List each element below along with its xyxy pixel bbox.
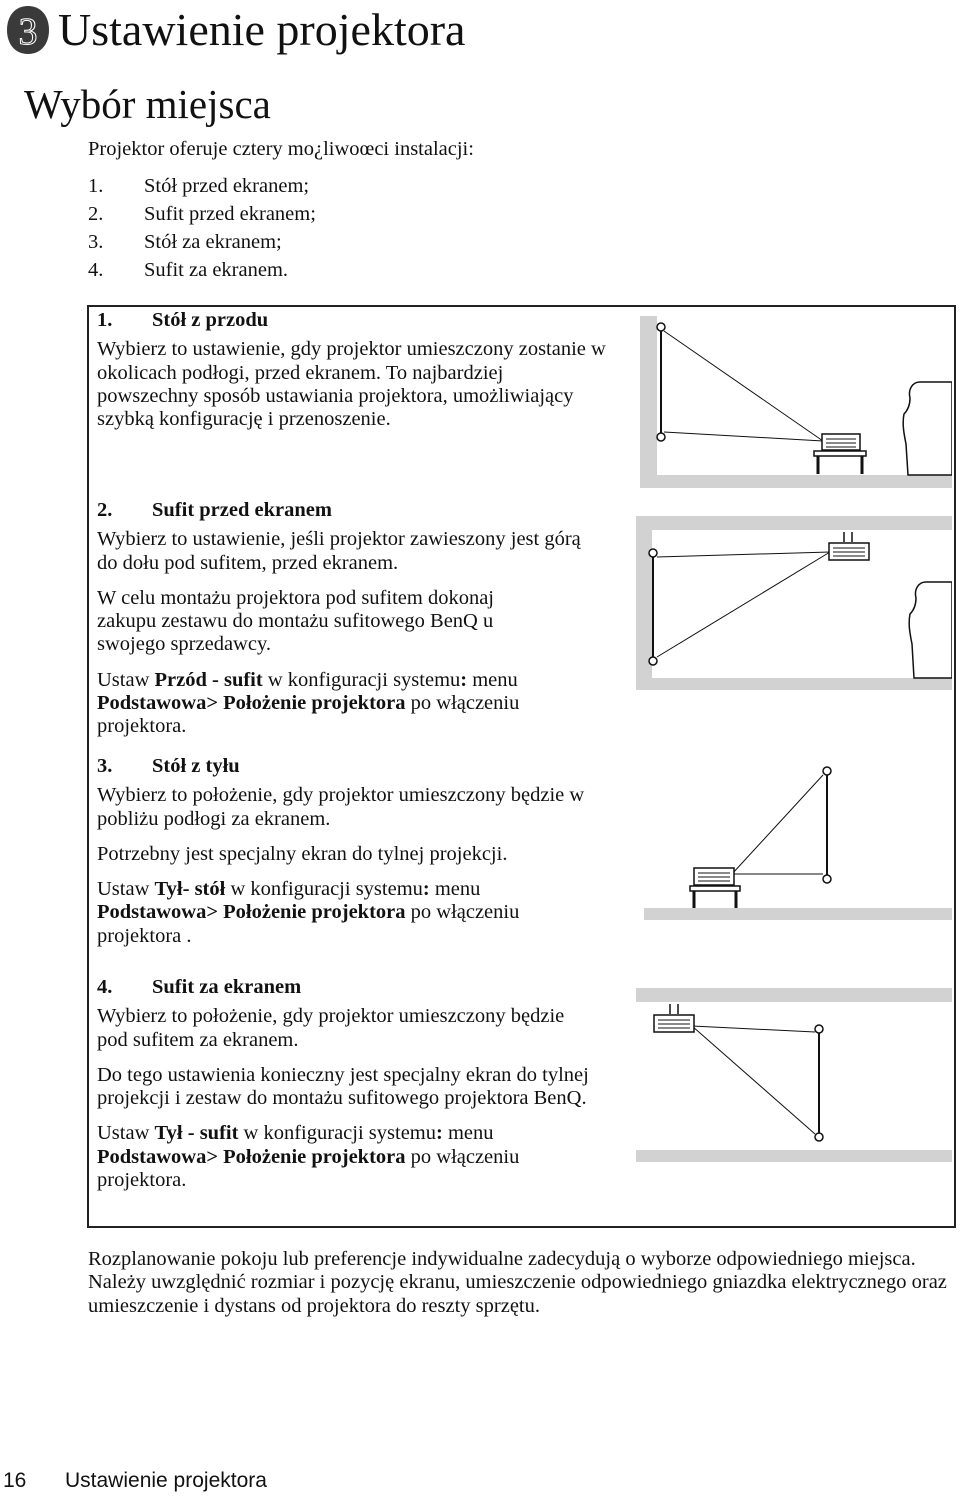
case-rear-ceiling [97,976,627,1204]
floor [636,678,952,690]
case-description: Wybierz to położenie, gdy projektor umieszczony będzie w pobliżu podłogi za ekranem. [97,784,585,830]
chapter-number: 3 [18,11,38,53]
case-instruction: Ustaw Przód - sufit w konfiguracji systemu: menu Podstawowa> Położenie projektora po włączeniu projektora. [97,668,520,738]
case-note: Potrzebny jest specjalny ekran do tylnej projekcji. [97,842,508,865]
case-instruction: Ustaw Tył- stół w konfiguracji systemu: menu Podstawowa> Położenie projektora po włączeniu projektora . [97,878,520,947]
case-heading: 3. Stół z tyłu [97,755,240,777]
wall [640,316,657,486]
section-title: Wybór miejsca [24,81,271,127]
projector-icon [829,532,869,560]
table-icon [814,451,866,474]
person-icon [909,582,952,678]
rear-ceiling-illustration [636,986,952,1164]
floor [636,1150,952,1162]
floor [640,475,952,488]
ceiling [636,988,952,1002]
case-note: Do tego ustawienia konieczny jest specjalny ekran do tylnej projekcji i zestaw do montażu sufitowego projektora BenQ. [97,1063,589,1110]
list-item: 2. Sufit przed ekranem; [88,203,316,225]
projector-icon [694,868,734,885]
front-table-illustration [640,314,952,490]
chapter-badge [5,4,51,56]
case-description: Wybierz to ustawienie, gdy projektor umieszczony zostanie w okolicach podłogi, przed ekranem. To najbardziej powszechny sposób ustawiania projektora, umożliwiający szybką konfigurację i przenoszenie. [97,338,606,431]
case-heading: 2. Sufit przed ekranem [97,499,332,521]
page-number: 16 [3,1469,27,1492]
case-front-table [97,309,627,443]
case-heading: 4. Sufit za ekranem [97,976,302,998]
rear-table-illustration [644,764,952,922]
closing-paragraph: Rozplanowanie pokoju lub preferencje indywidualne zadecydują o wyborze odpowiedniego miejsca. Należy uwzględnić rozmiar i pozycję ekranu, umieszczenie odpowiedniego gniazdka elektrycznego oraz umieszczenie i dystans od projektora do reszty sprzętu. [88,1248,947,1317]
person-icon [903,382,952,475]
footer-title: Ustawienie projektora [65,1469,267,1492]
case-heading: 1. Stół z przodu [97,309,269,331]
case-instruction: Ustaw Tył - sufit w konfiguracji systemu: menu Podstawowa> Położenie projektora po włączeniu projektora. [97,1122,520,1192]
projector-icon [654,1004,694,1032]
case-description: Wybierz to ustawienie, jeśli projektor zawieszony jest górą do dołu pod sufitem, przed ekranem. [97,528,581,574]
case-rear-table [97,755,627,960]
case-description: Wybierz to położenie, gdy projektor umieszczony będzie pod sufitem za ekranem. [97,1005,565,1051]
page-footer [0,1466,267,1496]
projector-icon [822,434,860,450]
intro-text: Projektor oferuje cztery mo¿liwoœci instalacji: [88,138,474,160]
list-item: 1. Stół przed ekranem; [88,175,310,197]
chapter-title: Ustawienie projektora [58,4,466,55]
list-item: 3. Stół za ekranem; [88,231,282,253]
table-icon [690,886,740,908]
front-ceiling-illustration [636,514,952,692]
ceiling [636,516,952,530]
list-item: 4. Sufit za ekranem. [88,259,289,281]
case-front-ceiling [97,499,627,751]
intro-list [88,172,316,284]
floor [644,908,952,920]
case-note: W celu montażu projektora pod sufitem dokonaj zakupu zestawu do montażu sufitowego BenQ u swojego sprzedawcy. [97,586,494,656]
